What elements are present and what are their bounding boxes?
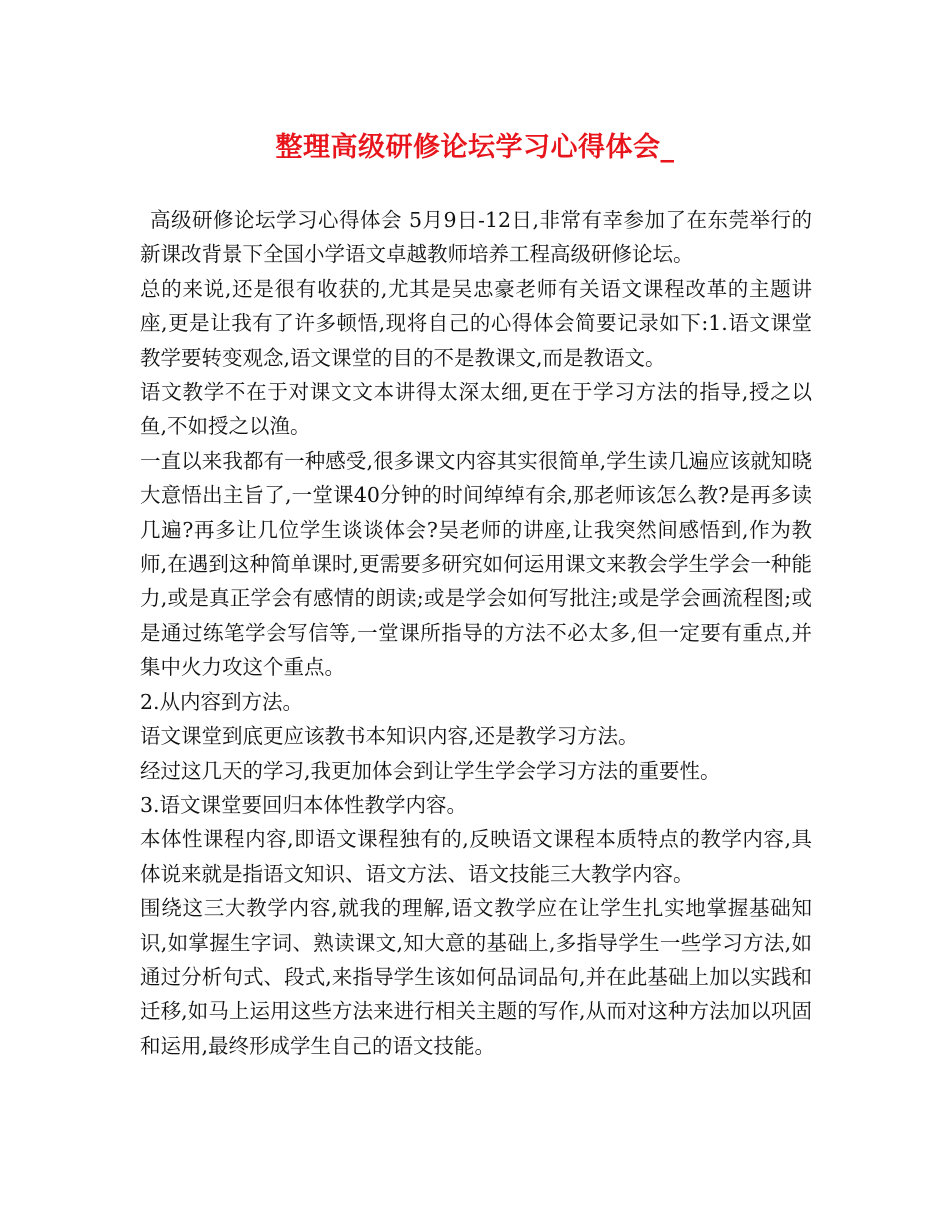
paragraph-intro: 高级研修论坛学习心得体会 5月9日-12日,非常有幸参加了在东莞举行的新课改背景下全国小学语文卓越教师培养工程高级研修论坛。: [140, 208, 812, 267]
heading-point-3: 3.语文课堂要回归本体性教学内容。: [140, 792, 468, 817]
paragraph-three-contents: 围绕这三大教学内容,就我的理解,语文教学应在让学生扎实地掌握基础知识,如掌握生字词、熟读课文,知大意的基础上,多指导学生一些学习方法,如通过分析句式、段式,来指导学生该如何品词品句,并在此基础上加以实践和迁移,如马上运用这些方法来进行相关主题的写作,从而对这种方法加以巩固和运用,最终形成学生自己的语文技能。: [140, 896, 812, 1058]
paragraph-ontological-content: 本体性课程内容,即语文课程独有的,反映语文课程本质特点的教学内容,具体说来就是指语文知识、语文方法、语文技能三大教学内容。: [140, 827, 812, 886]
paragraph-teaching-method: 语文教学不在于对课文文本讲得太深太细,更在于学习方法的指导,授之以鱼,不如授之以渔。: [140, 380, 812, 439]
heading-point-2: 2.从内容到方法。: [140, 689, 304, 714]
paragraph-summary: 总的来说,还是很有收获的,尤其是吴忠豪老师有关语文课程改革的主题讲座,更是让我有了许多顿悟,现将自己的心得体会简要记录如下:1.语文课堂教学要转变观念,语文课堂的目的不是教课文,而是教语文。: [140, 276, 812, 370]
paragraph-content-vs-method: 语文课堂到底更应该教书本知识内容,还是教学习方法。: [140, 724, 639, 749]
paragraph-experience: 一直以来我都有一种感受,很多课文内容其实很简单,学生读几遍应该就知晓大意悟出主旨了,一堂课40分钟的时间绰绰有余,那老师该怎么教?是再多读几遍?再多让几位学生谈谈体会?吴老师的讲座,让我突然间感悟到,作为教师,在遇到这种简单课时,更需要多研究如何运用课文来教会学生学会一种能力,或是真正学会有感情的朗读;或是学会如何写批注;或是学会画流程图;或是通过练笔学会写信等,一堂课所指导的方法不必太多,但一定要有重点,并集中火力攻这个重点。: [140, 448, 812, 680]
document-body: [140, 203, 812, 1063]
document-title: 整理高级研修论坛学习心得体会_: [275, 132, 675, 163]
paragraph-learning-importance: 经过这几天的学习,我更加体会到让学生学会学习方法的重要性。: [140, 758, 721, 783]
